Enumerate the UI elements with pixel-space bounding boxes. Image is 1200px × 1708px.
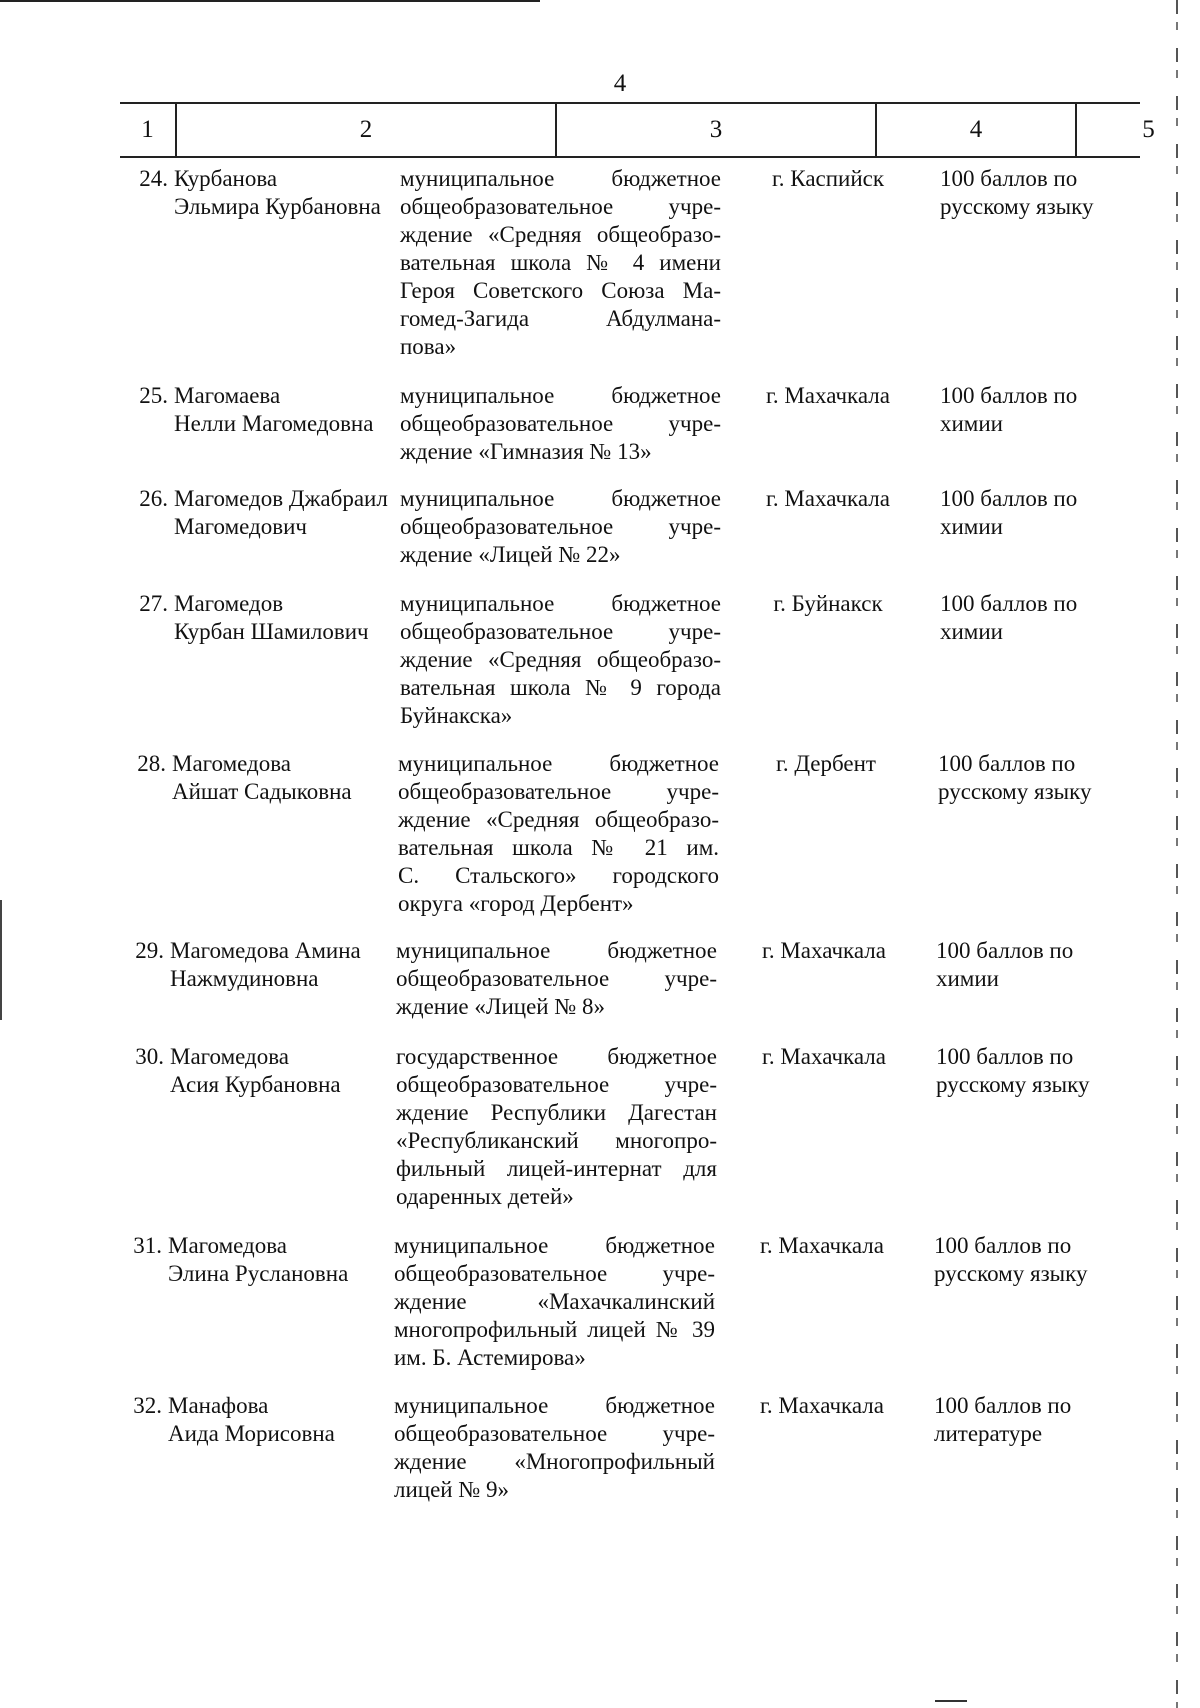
institution-line: ждение «Гимназия № 13» <box>400 439 652 464</box>
institution-line: им. Б. Астемирова» <box>394 1345 586 1370</box>
city: г. Махачкала <box>766 383 890 408</box>
header-col-4: 4 <box>969 116 983 143</box>
person-name: Магомедов Джабраил Магомедович <box>174 486 388 539</box>
exam-result: 100 баллов по литературе <box>934 1393 1072 1446</box>
row-number: 25. <box>139 383 168 408</box>
row-number: 31. <box>133 1233 162 1258</box>
institution-line: вательная школа № 4 имени <box>400 250 721 275</box>
scan-artifact-bottom-mark <box>935 1700 967 1702</box>
institution-line: государственное бюджетное <box>396 1044 717 1069</box>
institution-line: общеобразовательное учре- <box>400 514 721 539</box>
person-name: Магомедова Элина Руслановна <box>168 1233 349 1286</box>
city: г. Махачкала <box>762 938 886 963</box>
row-number: 27. <box>139 591 168 616</box>
row-number: 32. <box>133 1393 162 1418</box>
row-number: 24. <box>139 166 168 191</box>
institution-line: лицей № 9» <box>394 1477 510 1502</box>
institution-line: ждение «Лицей № 22» <box>400 542 621 567</box>
person-name: Магомедова Айшат Садыковна <box>172 751 352 804</box>
exam-result: 100 баллов по химии <box>940 591 1078 644</box>
institution-line: муниципальное бюджетное <box>400 383 721 408</box>
institution-line: общеобразовательное учре- <box>400 619 721 644</box>
institution-line: вательная школа № 21 им. <box>398 835 719 860</box>
institution-line: многопрофильный лицей № 39 <box>394 1317 715 1342</box>
institution-line: муниципальное бюджетное <box>400 166 721 191</box>
city: г. Дербент <box>776 751 876 776</box>
row-number: 26. <box>139 486 168 511</box>
institution-line: округа «город Дербент» <box>398 891 634 916</box>
institution-line: муниципальное бюджетное <box>400 486 721 511</box>
row-number: 28. <box>137 751 166 776</box>
institution-line: общеобразовательное учре- <box>394 1261 715 1286</box>
table-header <box>120 102 1155 158</box>
institution-line: С. Стальского» городского <box>398 863 719 888</box>
institution-line: муниципальное бюджетное <box>394 1233 715 1258</box>
institution-line: ждение «Средняя общеобразо- <box>398 807 719 832</box>
exam-result: 100 баллов по русскому языку <box>934 1233 1088 1286</box>
exam-result: 100 баллов по химии <box>940 383 1078 436</box>
person-name: Магомедова Амина Нажмудиновна <box>170 938 361 991</box>
exam-result: 100 баллов по химии <box>936 938 1074 991</box>
header-col-2: 2 <box>359 116 373 143</box>
institution-line: общеобразовательное учре- <box>400 194 721 219</box>
institution-line: ждение Республики Дагестан <box>396 1100 717 1125</box>
row-number: 29. <box>135 938 164 963</box>
institution-line: Героя Советского Союза Ма- <box>400 278 721 303</box>
city: г. Буйнакск <box>773 591 883 616</box>
institution-name <box>396 937 717 1021</box>
institution-line: муниципальное бюджетное <box>398 751 719 776</box>
exam-result: 100 баллов по русскому языку <box>936 1044 1090 1097</box>
city: г. Каспийск <box>771 166 885 191</box>
institution-name <box>398 750 719 918</box>
institution-name <box>400 165 721 361</box>
city: г. Махачкала <box>760 1393 884 1418</box>
institution-line: ждение «Лицей № 8» <box>396 994 606 1019</box>
header-col-5: 5 <box>1142 116 1155 143</box>
person-name: Манафова Аида Морисовна <box>168 1393 335 1446</box>
institution-name <box>400 382 721 466</box>
institution-name <box>396 1043 717 1211</box>
exam-result: 100 баллов по русскому языку <box>940 166 1094 219</box>
institution-line: общеобразовательное учре- <box>398 779 719 804</box>
institution-line: муниципальное бюджетное <box>400 591 721 616</box>
exam-result: 100 баллов по химии <box>940 486 1078 539</box>
institution-line: ждение «Махачкалинский <box>394 1289 715 1314</box>
institution-line: пова» <box>400 334 457 359</box>
institution-line: гомед-Загида Абдулмана- <box>400 306 721 331</box>
header-col-1: 1 <box>141 116 154 143</box>
institution-line: общеобразовательное учре- <box>394 1421 715 1446</box>
institution-line: ждение «Средняя общеобразо- <box>400 647 721 672</box>
institution-name <box>400 485 721 569</box>
institution-name <box>400 590 721 730</box>
person-name: Курбанова Эльмира Курбановна <box>174 166 381 219</box>
scan-artifact-top-line <box>0 0 540 2</box>
institution-line: муниципальное бюджетное <box>394 1393 715 1418</box>
institution-name <box>394 1392 715 1504</box>
institution-line: общеобразовательное учре- <box>396 966 717 991</box>
person-name: Магомаева Нелли Магомедовна <box>174 383 374 436</box>
person-name: Магомедов Курбан Шамилович <box>174 591 369 644</box>
city: г. Махачкала <box>760 1233 884 1258</box>
city: г. Махачкала <box>766 486 890 511</box>
institution-line: ждение «Средняя общеобразо- <box>400 222 721 247</box>
scan-artifact-left-edge <box>0 900 2 1020</box>
header-col-3: 3 <box>709 116 723 143</box>
exam-result: 100 баллов по русскому языку <box>938 751 1092 804</box>
institution-line: Буйнакска» <box>400 703 513 728</box>
scan-artifact-right-edge <box>1176 0 1178 1708</box>
institution-line: фильный лицей-интернат для <box>396 1156 717 1181</box>
institution-line: общеобразовательное учре- <box>396 1072 717 1097</box>
institution-line: одаренных детей» <box>396 1184 574 1209</box>
city: г. Махачкала <box>762 1044 886 1069</box>
page-number: 4 <box>613 70 627 97</box>
institution-name <box>394 1232 715 1372</box>
row-number: 30. <box>135 1044 164 1069</box>
institution-line: ждение «Многопрофильный <box>394 1449 715 1474</box>
institution-line: муниципальное бюджетное <box>396 938 717 963</box>
institution-line: общеобразовательное учре- <box>400 411 721 436</box>
person-name: Магомедова Асия Курбановна <box>170 1044 341 1097</box>
institution-line: «Республиканский многопро- <box>396 1128 717 1153</box>
institution-line: вательная школа № 9 города <box>400 675 721 700</box>
